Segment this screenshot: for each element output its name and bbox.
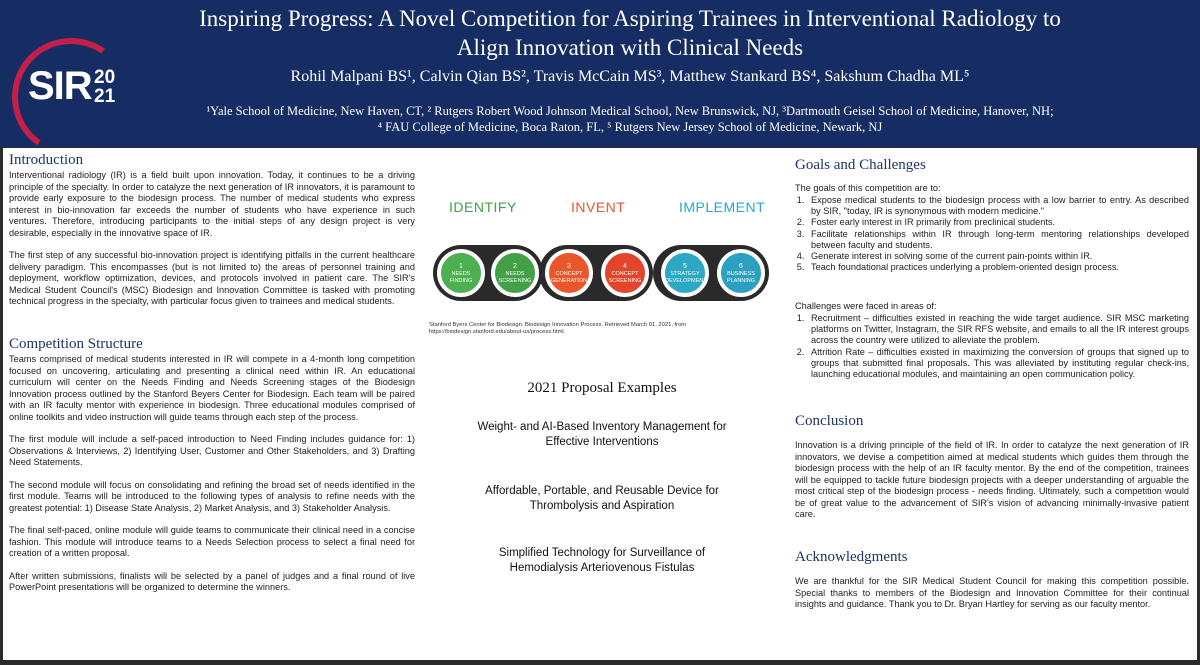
goal-item: 1. Expose medical students to the biodesign process with a low barrier to entry. As described by SIR, "today, IR is synonymous with modern medicine." (807, 195, 1189, 217)
process-step-circle (601, 249, 649, 297)
poster-title-line2: Align Innovation with Clinical Needs (456, 35, 804, 60)
challenges-intro: Challenges were faced in areas of: (795, 301, 937, 311)
step-number: 2 (513, 263, 517, 270)
process-step-circle (545, 249, 593, 297)
step-number: 3 (567, 263, 571, 270)
challenge-item: 2. Attrition Rate – difficulties existed in maximizing the conversion of groups that signed up to groups that submitted final proposals. This was alleviated by instituting regular check-ins, launching educational modules, and maintaining an open communication policy. (807, 347, 1189, 381)
competition-paragraph: Teams comprised of medical students interested in IR will compete in a 4-month long competition focused on uncovering, articulating and presenting a clinical need within IR. An educational curriculum will center on the Needs Finding and Needs Screening stages of the Biodesign Innovation process outlined by the Stanford Beyers Center for Biodesign. Each team will be paired with an IR faculty mentor with experience in biodesign. Three educational modules comprised of online toolkits and video instruction will guide teams through each step of the process. (9, 354, 415, 422)
example-line: Effective Interventions (545, 436, 659, 448)
example-line: Simplified Technology for Surveillance of (498, 547, 706, 559)
step-label: STRATEGY DEVELOPMENT (665, 271, 707, 284)
poster-title-line1: Inspiring Progress: A Novel Competition for Aspiring Trainees in Interventional Radiology to (199, 6, 1061, 31)
goals-intro: The goals of this competition are to: (795, 183, 941, 193)
example-item (421, 420, 783, 450)
introduction-paragraph: Interventional radiology (IR) is a field built upon innovation. Today, it continues to be a driving principle of the specialty. In order to catalyze the next generation of IR innovators, it is paramount to provide early exposure to the biodesign process. The number of medical students who express interest in bio-innovation far exceeds the number of students who have experience in such ventures. Therefore, introducing participants to the initial steps of any design project is very desirable, especially in the innovative space of IR. (9, 170, 415, 238)
step-label: NEEDS SCREENING (498, 271, 532, 284)
phase-implement-label: IMPLEMENT (679, 199, 766, 215)
poster-header (0, 0, 1200, 147)
step-number: 1 (459, 263, 463, 270)
example-item (421, 484, 783, 514)
competition-paragraph: The first module will include a self-paced introduction to Need Finding includes guidance for: 1) Observations & Interviews, 2) Identifying User, Customer and Other Stakeholders, and 3) Drafting Need Statements. (9, 434, 415, 467)
competition-body (9, 354, 415, 605)
diagram-citation (429, 322, 789, 336)
process-step-circle (717, 249, 765, 297)
middle-column (421, 148, 783, 660)
authors: Rohil Malpani BS¹, Calvin Qian BS², Travis McCain MS³, Matthew Stankard BS⁴, Sakshum Chadha ML⁵ (290, 68, 970, 85)
challenge-item: 1. Recruitment – difficulties existed in reaching the wide target audience. SIR MSC marketing platforms on Twitter, Instagram, the SIR RFS website, and emails to all the IR interest groups across the country were utilized to alleviate the problem. (807, 313, 1189, 347)
example-line: Affordable, Portable, and Reusable Device for (485, 485, 719, 497)
affiliations-line1: ¹Yale School of Medicine, New Haven, CT, ² Rutgers Robert Wood Johnson Medical School, New Brunswick, NJ, ³Dartmouth Geisel School of Medicine, Hanover, NH; (206, 104, 1054, 118)
acknowledgments-heading: Acknowledgments (795, 549, 908, 565)
step-label: BUSINESS PLANNING (726, 271, 756, 284)
conclusion-body: Innovation is a driving principle of the field of IR. In order to catalyze the next generation of IR innovators, we devise a competition aimed at medical students which guides them through the biodesign process with the help of an IR faculty mentor. By the end of the competition, trainees will be equipped to tackle future biodesign projects with a deeper understanding of arguable the most critical step of the biodesign process - needs finding. Ultimately, such a competition would be of great value to the advancement of SIR's vision of advancing minimally-invasive patient care. (795, 440, 1189, 519)
competition-paragraph: The final self-paced, online module will guide teams to communicate their clinical need in a concise fashion. This module will introduce teams to a Needs Selection process to select a final need for creation of a written proposal. (9, 525, 415, 558)
goals-heading: Goals and Challenges (795, 157, 926, 173)
goal-item: 3. Facilitate relationships within IR through long-term mentoring relationships developed between faculty and students. (807, 229, 1189, 251)
example-line: Thrombolysis and Aspiration (529, 500, 675, 512)
example-line: Hemodialysis Arteriovenous Fistulas (509, 562, 695, 574)
poster-body (3, 148, 1197, 660)
citation-url: https://biodesign.stanford.edu/about-us/process.html (429, 329, 564, 335)
step-number: 6 (739, 263, 743, 270)
goal-item: 5. Teach foundational practices underlying a problem-oriented design process. (807, 262, 1189, 273)
competition-paragraph: The second module will focus on consolidating and refining the broad set of needs identified in the first module. Teams will be introduced to the following types of analysis to refine needs with the greatest potential: 1) Disease State Analysis, 2) Market Analysis, and 3) Stakeholder Analysis. (9, 479, 415, 513)
step-number: 4 (623, 263, 627, 270)
phase-identify-label: IDENTIFY (449, 199, 517, 215)
introduction-paragraph: The first step of any successful bio-innovation project is identifying pitfalls in the current healthcare delivery paradigm. This encompasses (but is not limited to) the areas of personnel training and deployment, workflow optimization, devices, and protocols involved in patient care. The SIR's Medical Student Council's (MSC) Biodesign and Innovation Committee is tasked with promoting technical progress in the specialty, with particular focus given to trainees and medical students. (9, 250, 415, 306)
competition-paragraph: After written submissions, finalists will be selected by a panel of judges and a final round of live PowerPoint presentations will be organized to determine the winners. (9, 570, 415, 592)
citation-line: Stanford Byers Center for Biodesign. Biodesign Innovation Process. Retrieved March 01, 2021, from (429, 322, 687, 328)
logo-year-top: 20 (94, 67, 116, 88)
examples-heading: 2021 Proposal Examples (527, 380, 677, 396)
introduction-heading: Introduction (9, 152, 84, 168)
competition-heading: Competition Structure (9, 336, 143, 352)
step-number: 5 (683, 263, 687, 270)
introduction-body (9, 170, 415, 319)
example-line: Weight- and AI-Based Inventory Management for (477, 421, 727, 433)
step-label: CONCEPT GENERATION (551, 271, 587, 284)
goal-item: 2. Foster early interest in IR primarily from preclinical students. (807, 217, 1189, 228)
challenges-list (787, 313, 1189, 380)
goal-item: 4. Generate interest in solving some of the current pain-points within IR. (807, 251, 1189, 262)
process-step-circle (661, 249, 709, 297)
process-step-circle (437, 249, 485, 297)
conclusion-heading: Conclusion (795, 413, 864, 429)
logo-text: SIR (28, 64, 92, 108)
logo-year-bottom: 21 (94, 86, 116, 107)
example-item (421, 546, 783, 576)
process-step-circle (491, 249, 539, 297)
affiliations-line2: ⁴ FAU College of Medicine, Boca Raton, FL, ⁵ Rutgers New Jersey School of Medicine, Newark, NJ (377, 120, 883, 134)
step-label: NEEDS FINDING (449, 271, 473, 284)
goals-list (787, 195, 1189, 273)
step-label: CONCEPT SCREENING (608, 271, 642, 284)
acknowledgments-body: We are thankful for the SIR Medical Student Council for making this competition possible. Special thanks to members of the Biodesign and Innovation Committee for their continual insights and guidance. Thank you to Dr. Bryan Hartley for serving as our faculty mentor. (795, 576, 1189, 609)
phase-invent-label: INVENT (571, 199, 626, 215)
